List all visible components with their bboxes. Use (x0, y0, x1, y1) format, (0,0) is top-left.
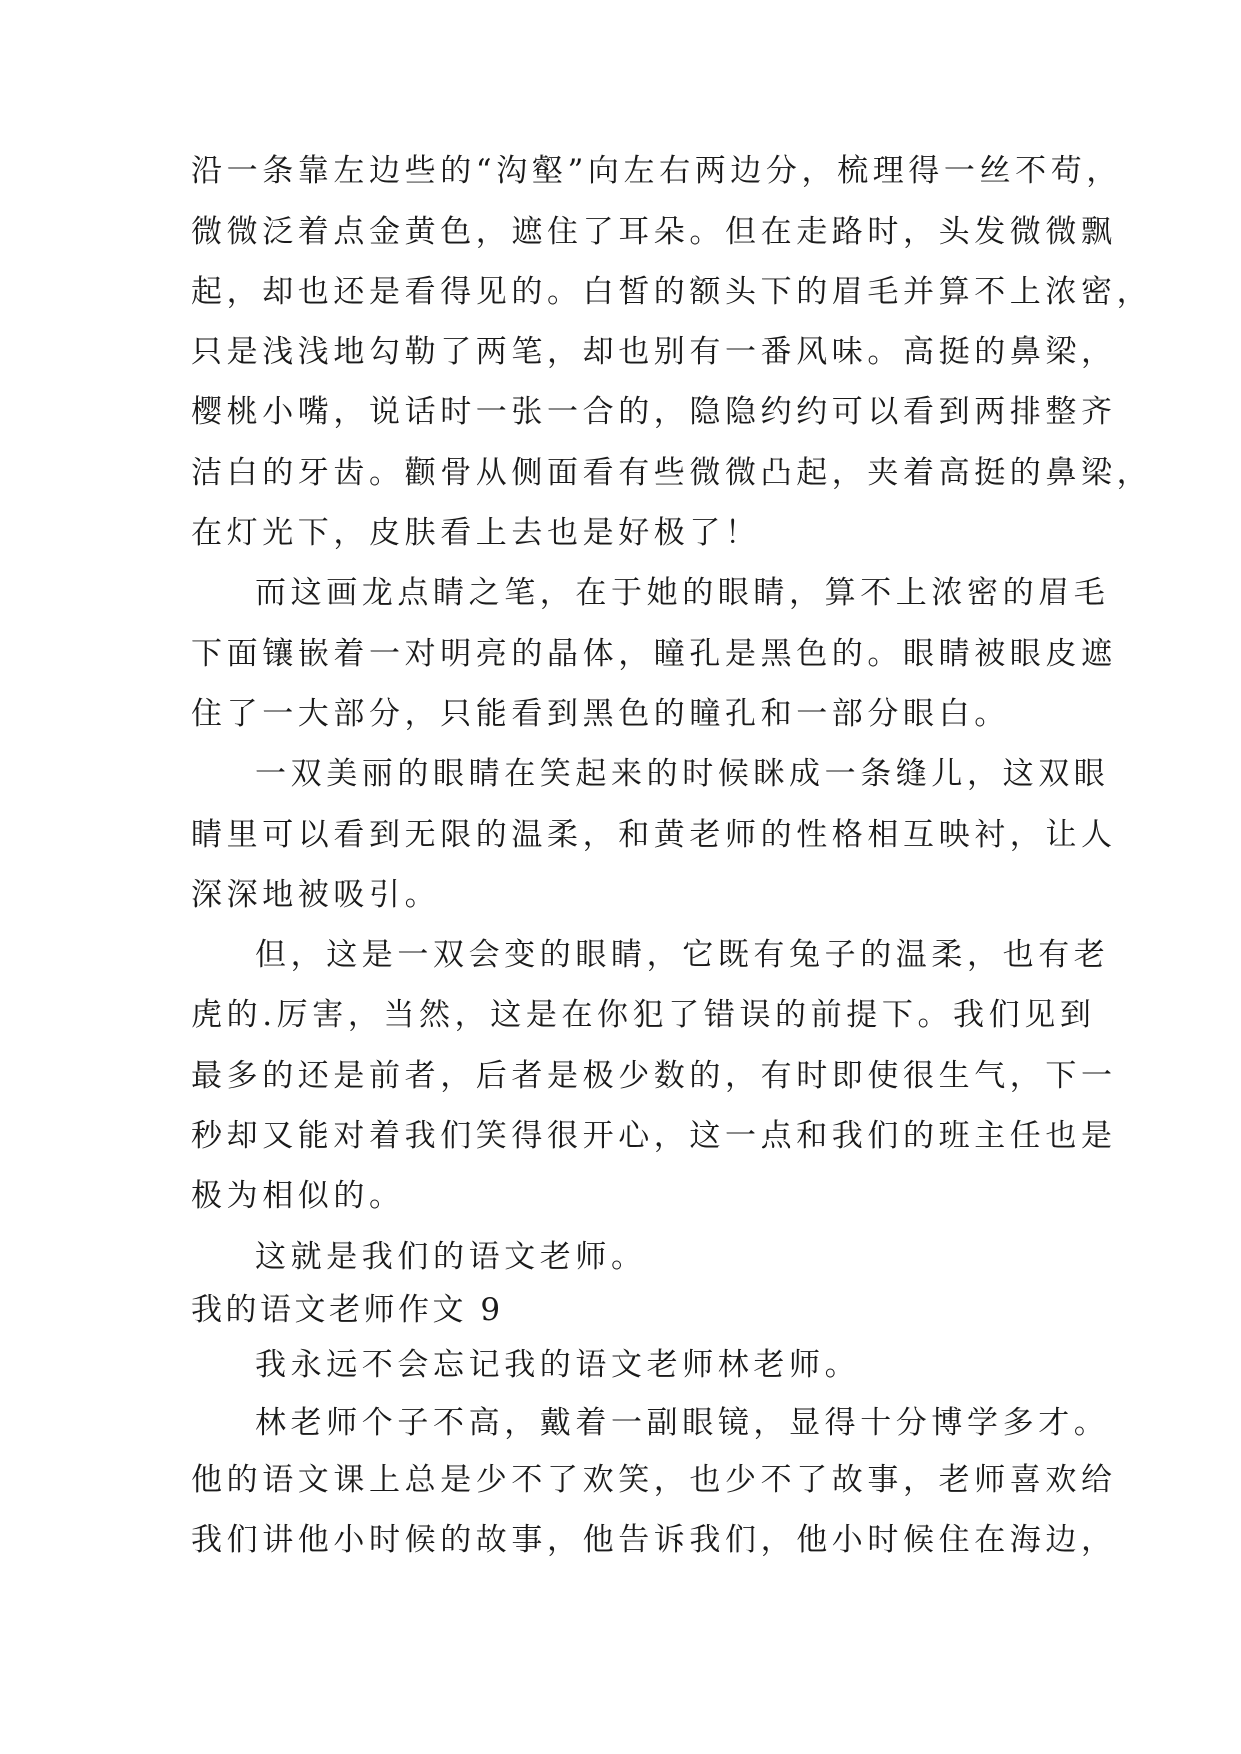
paragraph-line: 起，却也还是看得见的。白皙的额头下的眉毛并算不上浓密， (191, 274, 1153, 310)
section-heading: 我的语文老师作文 9 (191, 1292, 504, 1328)
paragraph-line: 我永远不会忘记我的语文老师林老师。 (255, 1347, 861, 1383)
paragraph-line: 秒却又能对着我们笑得很开心，这一点和我们的班主任也是 (191, 1118, 1117, 1154)
paragraph-line: 虎的.厉害，当然，这是在你犯了错误的前提下。我们见到 (191, 997, 1096, 1033)
paragraph-line: 睛里可以看到无限的温柔，和黄老师的性格相互映衬，让人 (191, 817, 1117, 853)
paragraph-line: 深深地被吸引。 (191, 877, 441, 913)
paragraph-line: 洁白的牙齿。颧骨从侧面看有些微微凸起，夹着高挺的鼻梁， (191, 455, 1153, 491)
paragraph-line: 而这画龙点睛之笔，在于她的眼睛，算不上浓密的眉毛 (255, 575, 1110, 611)
paragraph-line: 樱桃小嘴，说话时一张一合的，隐隐约约可以看到两排整齐 (191, 394, 1117, 430)
paragraph-line: 住了一大部分，只能看到黑色的瞳孔和一部分眼白。 (191, 696, 1010, 732)
paragraph-line: 他的语文课上总是少不了欢笑，也少不了故事，老师喜欢给 (191, 1462, 1117, 1498)
paragraph-line: 这就是我们的语文老师。 (255, 1239, 647, 1275)
paragraph-line: 但，这是一双会变的眼睛，它既有兔子的温柔，也有老 (255, 937, 1110, 973)
paragraph-line: 下面镶嵌着一对明亮的晶体，瞳孔是黑色的。眼睛被眼皮遮 (191, 636, 1117, 672)
paragraph-line: 沿一条靠左边些的“沟壑”向左右两边分，梳理得一丝不苟， (191, 153, 1122, 189)
paragraph-line: 极为相似的。 (191, 1178, 405, 1214)
paragraph-line: 微微泛着点金黄色，遮住了耳朵。但在走路时，头发微微飘 (191, 214, 1117, 250)
paragraph-line: 林老师个子不高，戴着一副眼镜，显得十分博学多才。 (255, 1405, 1110, 1441)
paragraph-line: 我们讲他小时候的故事，他告诉我们，他小时候住在海边， (191, 1522, 1117, 1558)
paragraph-line: 在灯光下，皮肤看上去也是好极了！ (191, 515, 761, 551)
paragraph-line: 最多的还是前者，后者是极少数的，有时即使很生气，下一 (191, 1058, 1117, 1094)
paragraph-line: 一双美丽的眼睛在笑起来的时候眯成一条缝儿，这双眼 (255, 756, 1110, 792)
paragraph-line: 只是浅浅地勾勒了两笔，却也别有一番风味。高挺的鼻梁， (191, 334, 1117, 370)
